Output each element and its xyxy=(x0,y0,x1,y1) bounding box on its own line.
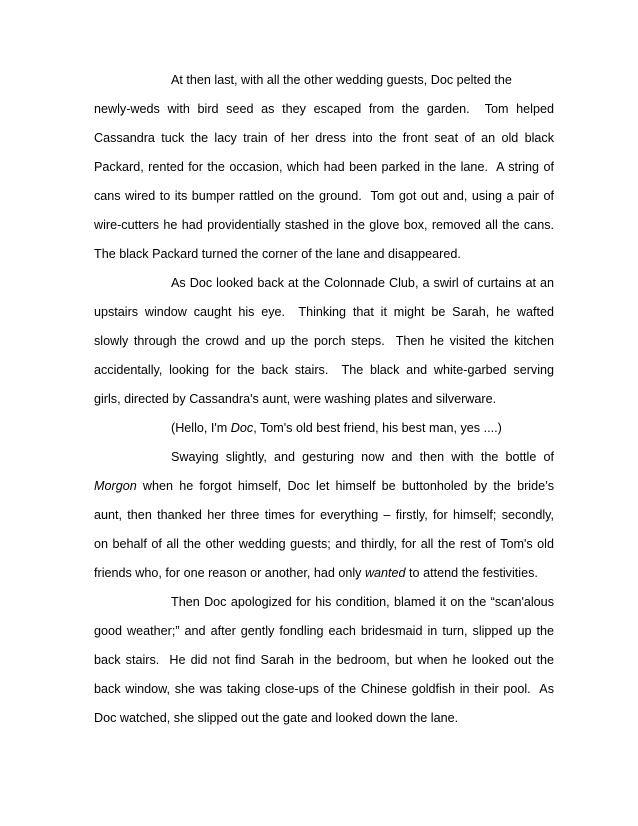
text-segment: friends who, for one reason or another, had only xyxy=(94,566,365,580)
text-segment: back window, she was taking close-ups of the Chinese goldfish in their pool. As xyxy=(94,682,554,696)
text-line xyxy=(94,240,554,269)
text-segment: when he forgot himself, Doc let himself be buttonholed by the bride’s xyxy=(136,479,554,493)
text-segment: The black Packard turned the corner of the lane and disappeared. xyxy=(94,247,461,261)
text-line xyxy=(94,704,554,733)
text-segment: accidentally, looking for the back stairs. The black and white-garbed serving xyxy=(94,363,554,377)
italic-text: Morgon xyxy=(94,479,137,493)
text-line xyxy=(94,646,554,675)
text-segment: cans wired to its bumper rattled on the ground. Tom got out and, using a pair of xyxy=(94,189,554,203)
text-line xyxy=(94,385,554,414)
text-segment: As Doc looked back at the Colonnade Club, a swirl of curtains at an xyxy=(171,276,554,290)
text-line xyxy=(94,211,554,240)
text-line xyxy=(94,443,554,472)
text-line xyxy=(94,298,554,327)
text-segment: on behalf of all the other wedding guests; and thirdly, for all the rest of Tom's old xyxy=(94,537,554,551)
text-segment: girls, directed by Cassandra's aunt, were washing plates and silverware. xyxy=(94,392,497,406)
text-line xyxy=(94,617,554,646)
text-segment: good weather;” and after gently fondling each bridesmaid in turn, slipped up the xyxy=(94,624,554,638)
text-line xyxy=(94,327,554,356)
text-segment: back stairs. He did not find Sarah in the bedroom, but when he looked out the xyxy=(94,653,554,667)
text-line xyxy=(94,356,554,385)
text-segment: Packard, rented for the occasion, which had been parked in the lane. A string of xyxy=(94,160,554,174)
text-line xyxy=(94,182,554,211)
text-line xyxy=(94,472,554,501)
text-segment: , Tom's old best friend, his best man, yes ....) xyxy=(253,421,502,435)
text-segment: upstairs window caught his eye. Thinking that it might be Sarah, he wafted xyxy=(94,305,554,319)
text-line xyxy=(94,414,554,443)
text-line xyxy=(94,530,554,559)
italic-text: Doc xyxy=(230,421,254,435)
text-line xyxy=(94,501,554,530)
text-segment: At then last, with all the other wedding guests, Doc pelted the xyxy=(171,73,512,87)
text-segment: Swaying slightly, and gesturing now and then with the bottle of xyxy=(171,450,554,464)
text-line xyxy=(94,588,554,617)
text-segment: newly-weds with bird seed as they escaped from the garden. Tom helped xyxy=(94,102,554,116)
text-line xyxy=(94,124,554,153)
text-line xyxy=(94,559,554,588)
text-segment: to attend the festivities. xyxy=(405,566,538,580)
text-line xyxy=(94,153,554,182)
text-line xyxy=(94,675,554,704)
text-segment: Then Doc apologized for his condition, blamed it on the “scan'alous xyxy=(171,595,554,609)
text-segment: slowly through the crowd and up the porch steps. Then he visited the kitchen xyxy=(94,334,554,348)
text-line xyxy=(94,95,554,124)
text-line xyxy=(94,269,554,298)
text-segment: aunt, then thanked her three times for everything – firstly, for himself; secondly, xyxy=(94,508,554,522)
text-segment: Cassandra tuck the lacy train of her dress into the front seat of an old black xyxy=(94,131,554,145)
text-segment: (Hello, I'm xyxy=(171,421,231,435)
italic-text: wanted xyxy=(364,566,406,580)
body-text xyxy=(94,66,554,733)
text-segment: Doc watched, she slipped out the gate and looked down the lane. xyxy=(94,711,459,725)
text-line xyxy=(94,66,554,95)
text-segment: wire-cutters he had providentially stashed in the glove box, removed all the cans. xyxy=(94,218,554,232)
